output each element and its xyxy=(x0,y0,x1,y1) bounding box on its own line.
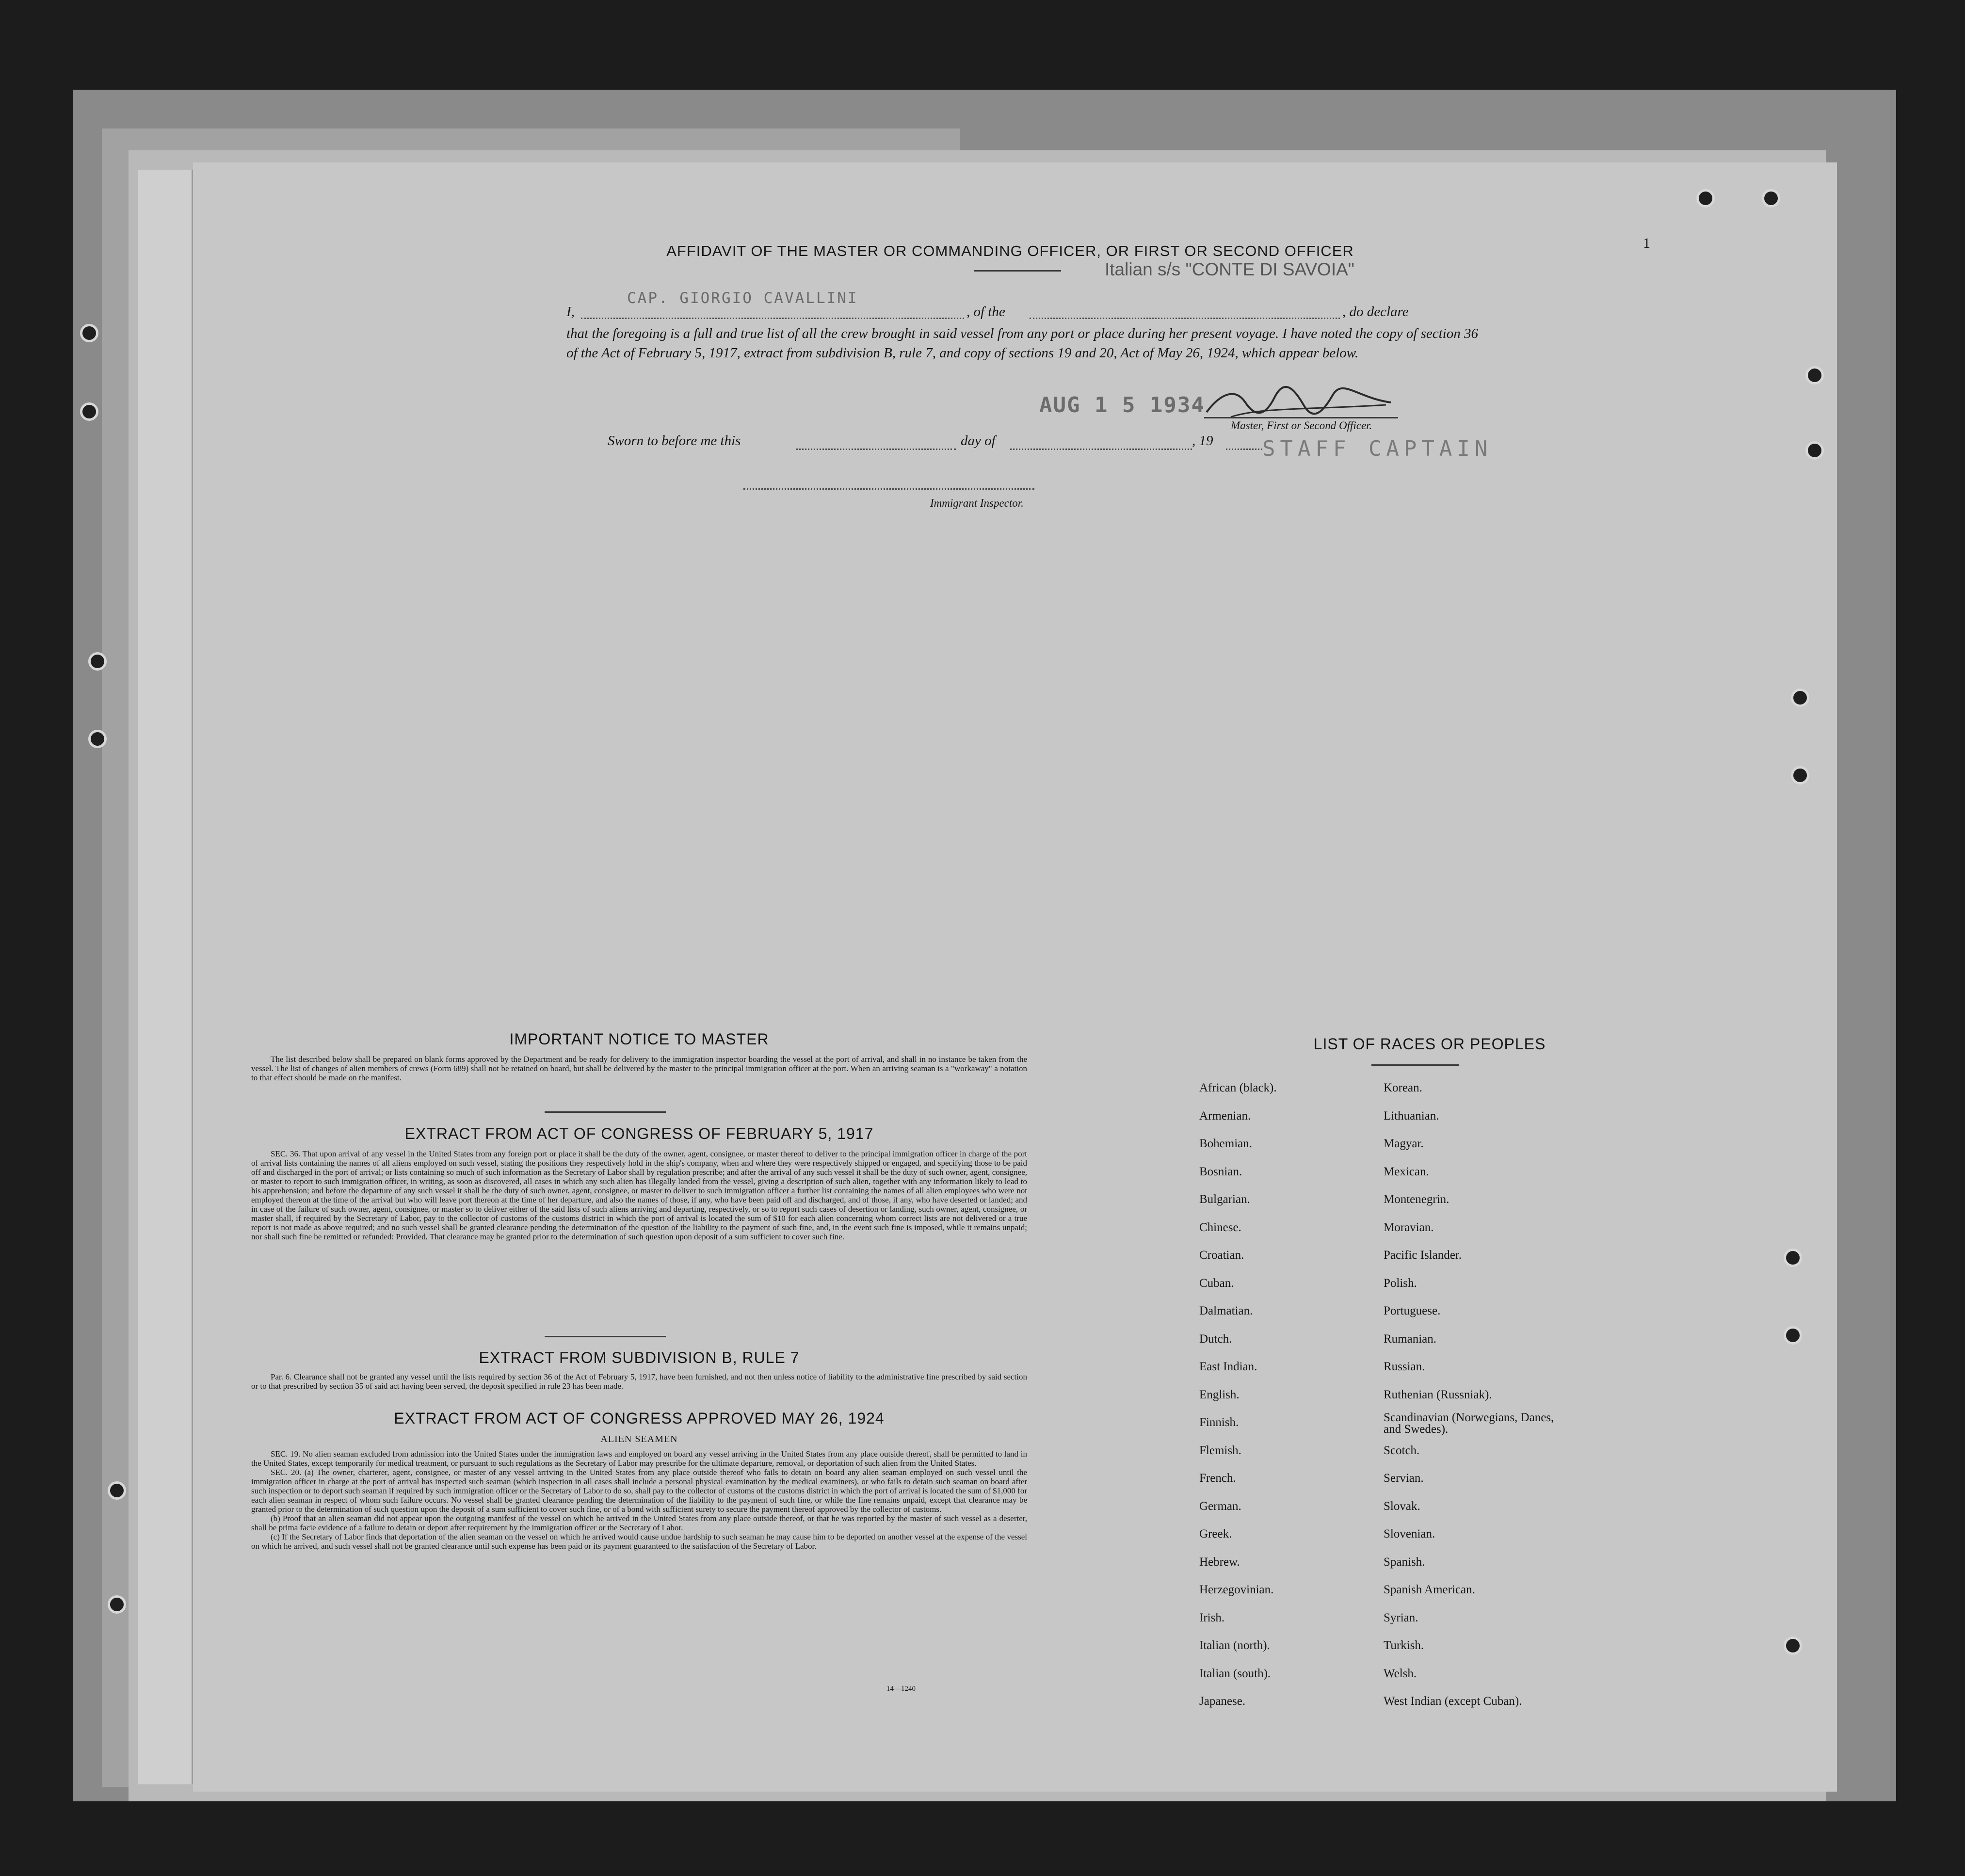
sworn-day-line xyxy=(796,449,956,450)
race-item: Italian (south). xyxy=(1199,1667,1271,1680)
race-item: Rumanian. xyxy=(1384,1332,1437,1346)
page-hole xyxy=(1805,441,1824,460)
binder-hole xyxy=(108,1595,126,1614)
rule7-title: EXTRACT FROM SUBDIVISION B, RULE 7 xyxy=(479,1349,800,1366)
notice-text xyxy=(251,1055,1027,1082)
race-item: Syrian. xyxy=(1384,1611,1418,1624)
race-item: Bosnian. xyxy=(1199,1165,1242,1178)
binder-hole xyxy=(80,402,98,421)
sec-20b-paragraph: (b) Proof that an alien seaman did not appear upon the outgoing manifest of the vessel on which he arrived in the United States from any place outside thereof, or that he was reported by the master of such vessel as a deserter, shall be prima facie evidence of a failure to detain or deport after requirement by the immigration officer or the Secretary of Labor. xyxy=(251,1514,1027,1532)
race-item: Japanese. xyxy=(1199,1695,1246,1708)
page-number: 1 xyxy=(1643,235,1650,251)
race-item: Herzegovinian. xyxy=(1199,1583,1274,1596)
race-item: Irish. xyxy=(1199,1611,1225,1624)
rule7-text xyxy=(251,1372,1027,1391)
races-title-rule xyxy=(1371,1064,1459,1066)
race-item: Servian. xyxy=(1384,1472,1424,1485)
do-declare-label: , do declare xyxy=(1342,304,1409,320)
notice-title: IMPORTANT NOTICE TO MASTER xyxy=(509,1030,769,1048)
page-hole xyxy=(1784,1326,1802,1345)
sec-36-paragraph: SEC. 36. That upon arrival of any vessel in the United States from any foreign port or place it shall be the duty of the owner, agent, consignee, or master thereof to deliver to the principal immigration officer in charge of the port of arrival lists containing the names of all aliens employed on such vessel, stating the positions they respectively hold in the ship's company, when and where they were respectively shipped or engaged, and specifying those to be paid off and discharged in the port of arrival; or lists containing so much of such information as the Secretary of Labor shall by regulation prescribe; and after the arrival of any such vessel it shall be the duty of such owner, agent, consignee, or master to report to such immigration officer, in writing, as soon as discovered, all cases in which any such alien has illegally landed from the vessel, giving a description of such alien, together with any information likely to lead to his apprehension; and before the departure of any such vessel it shall be the duty of such owner, agent, consignee, or master to deliver to such immigration officer a further list containing the names of all alien employees who were not employed thereon at the time of the arrival but who will leave port thereon at the time of her departure, and also the names of those, if any, who have been paid off and discharged, and of those, if any, who have deserted or landed; and in case of the failure of such owner, agent, consignee, or master so to deliver either of the said lists of such aliens arriving and departing, respectively, or so to report such cases of desertion or landing, such owner, agent, consignee, or master shall, if required by the Secretary of Labor, pay to the collector of customs of the customs district in which the port of arrival is located the sum of $10 for each alien concerning whom correct lists are not delivered or a true report is not made as above required; and no such vessel shall be granted clearance pending the determination of the question of the liability to the payment of such fine, and, in the event such fine is imposed, while it remains unpaid; nor shall such fine be remitted or refunded: Provided, That clearance may be granted prior to the determination of such question upon deposit of a sum sufficient to cover such fine. xyxy=(251,1149,1027,1241)
page-hole xyxy=(1791,766,1809,785)
section-divider xyxy=(545,1336,666,1337)
sec-20c-paragraph: (c) If the Secretary of Labor finds that deportation of the alien seaman on the vessel on which he arrived would cause undue hardship to such seaman he may cause him to be deported on another vessel at the expense of the vessel on which he arrived, and such vessel shall not be granted clearance until such expense has been paid or its payment guaranteed to the satisfaction of the Secretary of Labor. xyxy=(251,1532,1027,1551)
signature-line xyxy=(1204,417,1398,418)
race-item: Mexican. xyxy=(1384,1165,1429,1178)
form-number: 14—1240 xyxy=(886,1685,916,1693)
race-item: Welsh. xyxy=(1384,1667,1417,1680)
signature-caption: Master, First or Second Officer. xyxy=(1231,419,1372,432)
race-item: Bulgarian. xyxy=(1199,1193,1250,1206)
sworn-year-line xyxy=(1226,449,1262,450)
race-item: African (black). xyxy=(1199,1081,1277,1094)
sworn-day-of: day of xyxy=(961,433,996,449)
race-item: Cuban. xyxy=(1199,1276,1234,1290)
race-item: Korean. xyxy=(1384,1081,1422,1094)
name-line xyxy=(581,318,964,319)
extract-1924-text xyxy=(251,1449,1027,1551)
affidavit-body: that the foregoing is a full and true list of all the crew brought in said vessel from any port or place during her present voyage. I have noted the copy of section 36 of the Act of February 5, 1917, extract from subdivision B, rule 7, and copy of sections 19 and 20, Act of May 26, 1924, which appear below. xyxy=(566,326,1478,361)
race-item: Slovak. xyxy=(1384,1499,1420,1513)
extract-1917-text xyxy=(251,1149,1027,1241)
section-divider xyxy=(545,1111,666,1113)
sworn-prefix: Sworn to before me this xyxy=(608,433,741,449)
binder-hole xyxy=(88,652,107,671)
races-title: LIST OF RACES OR PEOPLES xyxy=(1313,1035,1546,1053)
page-hole xyxy=(1784,1249,1802,1267)
extract-1924-title: EXTRACT FROM ACT OF CONGRESS APPROVED MAY 26, 1924 xyxy=(394,1410,885,1427)
race-item: French. xyxy=(1199,1472,1236,1485)
binder-hole xyxy=(108,1481,126,1500)
sworn-year: , 19 xyxy=(1192,433,1213,449)
race-item: English. xyxy=(1199,1388,1240,1401)
race-item: Dutch. xyxy=(1199,1332,1232,1346)
race-item: Bohemian. xyxy=(1199,1137,1253,1150)
ship-stamp: Italian s/s "CONTE DI SAVOIA" xyxy=(1105,259,1354,279)
page-hole xyxy=(1762,189,1780,208)
date-stamp: AUG 1 5 1934 xyxy=(1039,393,1205,417)
race-item: German. xyxy=(1199,1499,1241,1513)
alien-seamen-subtitle: ALIEN SEAMEN xyxy=(600,1434,678,1444)
of-the-label: , of the xyxy=(966,304,1005,320)
race-item: Spanish. xyxy=(1384,1555,1425,1569)
race-item: West Indian (except Cuban). xyxy=(1384,1695,1522,1708)
race-item: Dalmatian. xyxy=(1199,1304,1253,1317)
race-item: Magyar. xyxy=(1384,1137,1424,1150)
title-rule xyxy=(974,270,1061,272)
rank-stamp: STAFF CAPTAIN xyxy=(1262,436,1493,461)
race-item: Montenegrin. xyxy=(1384,1193,1450,1206)
affidavit-title: AFFIDAVIT OF THE MASTER OR COMMANDING OFFICER, OR FIRST OR SECOND OFFICER xyxy=(666,242,1354,259)
race-item: Scandinavian (Norwegians, Danes, and Swedes). xyxy=(1384,1411,1554,1436)
race-item: Greek. xyxy=(1199,1527,1232,1540)
inspector-line xyxy=(743,488,1034,490)
race-item: Slovenian. xyxy=(1384,1527,1435,1540)
declarant-name: CAP. GIORGIO CAVALLINI xyxy=(627,289,858,307)
sworn-month-line xyxy=(1010,449,1192,450)
race-item: Italian (north). xyxy=(1199,1639,1270,1652)
race-item: Armenian. xyxy=(1199,1109,1251,1122)
page-hole xyxy=(1791,689,1809,707)
race-item: Portuguese. xyxy=(1384,1304,1441,1317)
extract-1917-title: EXTRACT FROM ACT OF CONGRESS OF FEBRUARY 5, 1917 xyxy=(404,1125,874,1142)
sec-20a-paragraph: SEC. 20. (a) The owner, charterer, agent, consignee, or master of any vessel arriving in the United States from any place outside thereof who fails to detain on board any alien seaman employed on such vessel until the immigration officer in charge at the port of arrival has inspected such seaman (which inspection in all cases shall include a personal physical examination by the medical examiners), or who fails to detain such seaman on board after such inspection or to deport such seaman if required by such immigration officer or the Secretary of Labor to do so, shall pay to the collector of customs of the customs district in which the port of arrival is located the sum of $1,000 for each alien seaman in respect of whom such failure occurs. No vessel shall be granted clearance pending the determination of the liability to the payment of such fine, or while the fine remains unpaid, except that clearance may be granted prior to the determination of such question upon the deposit of a sum sufficient to cover such fine, or of a bond with sufficient surety to secure the payment thereof approved by the collector of customs. xyxy=(251,1468,1027,1514)
inspector-caption: Immigrant Inspector. xyxy=(930,497,1024,509)
race-item: Pacific Islander. xyxy=(1384,1249,1462,1262)
binder-hole xyxy=(88,730,107,748)
page-hole xyxy=(1696,189,1715,208)
notice-paragraph: The list described below shall be prepared on blank forms approved by the Department and be ready for delivery to the immigration inspector boarding the vessel at the port of arrival, and shall in no instance be taken from the vessel. The list of changes of alien members of crews (Form 689) shall not be retained on board, but shall be delivered by the master to the principal immigration officer at the port. When an arriving seaman is a "workaway" a notation to that effect should be made on the manifest. xyxy=(251,1055,1027,1082)
race-item: Russian. xyxy=(1384,1360,1425,1373)
sec-19-paragraph: SEC. 19. No alien seaman excluded from admission into the United States under the immigration laws and employed on board any vessel arriving in the United States from any place outside thereof, shall be permitted to land in the United States, except temporarily for medical treatment, or pursuant to such regulations as the Secretary of Labor may prescribe for the ultimate departure, removal, or deportation of such alien from the United States. xyxy=(251,1449,1027,1468)
vessel-line xyxy=(1030,318,1340,319)
page-hole xyxy=(1784,1636,1802,1655)
race-item: Turkish. xyxy=(1384,1639,1424,1652)
race-item: Ruthenian (Russniak). xyxy=(1384,1388,1492,1401)
page-hole xyxy=(1805,366,1824,385)
race-item: Polish. xyxy=(1384,1276,1417,1290)
race-item: East Indian. xyxy=(1199,1360,1257,1373)
race-item: Lithuanian. xyxy=(1384,1109,1439,1122)
race-item: Chinese. xyxy=(1199,1220,1241,1234)
declarant-prefix: I, xyxy=(566,304,575,320)
stacked-sheet-edges xyxy=(138,170,193,1784)
race-item: Spanish American. xyxy=(1384,1583,1475,1596)
par-6-paragraph: Par. 6. Clearance shall not be granted any vessel until the lists required by section 36 of the Act of February 5, 1917, have been furnished, and not then unless notice of liability to the administrative fine prescribed by said section or to that prescribed by section 35 of said act having been served, the deposit specified in rule 23 has been made. xyxy=(251,1372,1027,1391)
race-item: Moravian. xyxy=(1384,1220,1434,1234)
race-item: Finnish. xyxy=(1199,1416,1239,1429)
race-item: Scotch. xyxy=(1384,1443,1420,1457)
affidavit-page xyxy=(193,162,1837,1792)
race-item: Croatian. xyxy=(1199,1249,1244,1262)
binder-hole xyxy=(80,324,98,342)
race-item: Flemish. xyxy=(1199,1443,1241,1457)
race-item: Hebrew. xyxy=(1199,1555,1240,1569)
